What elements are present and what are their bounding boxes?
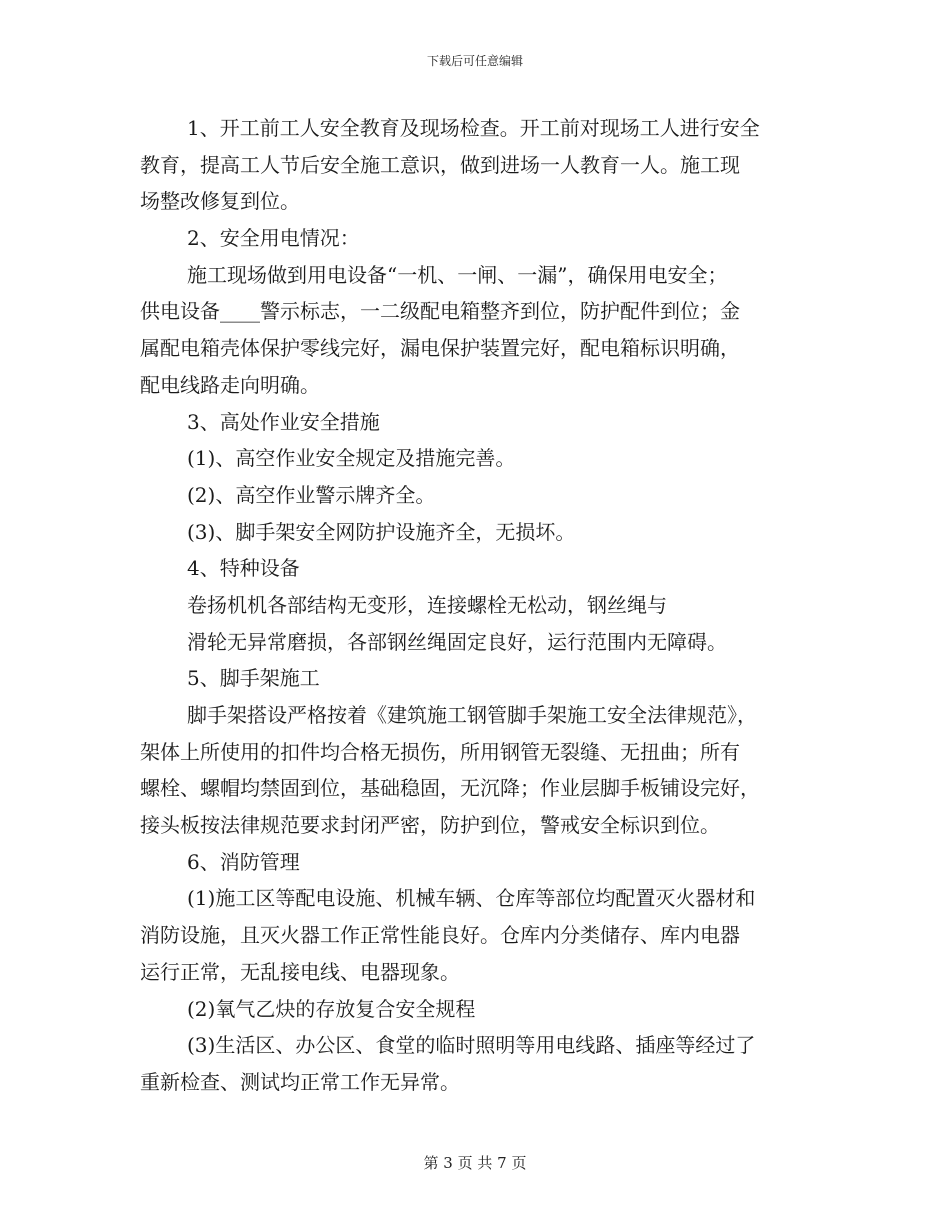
section-5-line-1: 脚手架搭设严格按着《建筑施工钢管脚手架施工安全法律规范》， [187,703,757,727]
item-1-line-3: 场整改修复到位。 [140,189,300,214]
section-6-item-3-line-2: 重新检查、测试均正常工作无异常。 [140,1069,460,1094]
section-6-heading: 6、消防管理 [187,849,300,874]
section-4-line-2: 滑轮无异常磨损，各部钢丝绳固定良好，运行范围内无障碍。 [187,629,727,654]
section-4-heading: 4、特种设备 [187,556,300,581]
section-2-line-4: 配电线路走向明确。 [140,372,320,397]
section-2-line-3: 属配电箱壳体保护零线完好，漏电保护装置完好，配电箱标识明确， [140,336,740,361]
section-4-line-1: 卷扬机机各部结构无变形，连接螺栓无松动，钢丝绳与 [187,592,667,617]
section-2-line-1: 施工现场做到用电设备“一机、一闸、一漏”，确保用电安全； [187,262,728,287]
section-2-line-2: 供电设备____警示标志，一二级配电箱整齐到位，防护配件到位；金 [140,299,740,324]
item-1-line-1: 1、开工前工人安全教育及现场检查。开工前对现场工人进行安全 [187,116,760,140]
section-6-item-1-line-1: (1)施工区等配电设施、机械车辆、仓库等部位均配置灭火器材和 [187,886,756,911]
section-6-item-1-line-2: 消防设施，且灭火器工作正常性能良好。仓库内分类储存、库内电器 [140,923,740,948]
section-3-heading: 3、高处作业安全措施 [187,409,380,434]
item-1-line-2: 教育，提高工人节后安全施工意识，做到进场一人教育一人。施工现 [140,152,740,177]
section-3-item-3: (3)、脚手架安全网防护设施齐全，无损坏。 [187,519,576,544]
section-3-item-1: (1)、高空作业安全规定及措施完善。 [187,446,516,471]
section-5-line-4: 接头板按法律规范要求封闭严密，防护到位，警戒安全标识到位。 [140,813,720,838]
page-footer: 第 3 页 共 7 页 [423,1154,527,1172]
section-3-item-2: (2)、高空作业警示牌齐全。 [187,482,436,507]
section-5-heading: 5、脚手架施工 [187,666,320,691]
document-body [140,110,820,1101]
section-6-item-3-line-1: (3)生活区、办公区、食堂的临时照明等用电线路、插座等经过了 [187,1033,756,1058]
section-6-item-2: (2)氧气乙炔的存放复合安全规程 [187,996,476,1021]
page-header: 下载后可任意编辑 [426,54,523,68]
section-6-item-1-line-3: 运行正常，无乱接电线、电器现象。 [140,959,460,984]
section-5-line-3: 螺栓、螺帽均禁固到位，基础稳固，无沉降；作业层脚手板铺设完好， [140,776,760,801]
section-2-heading: 2、安全用电情况： [187,226,360,251]
section-5-line-2: 架体上所使用的扣件均合格无损伤，所用钢管无裂缝、无扭曲；所有 [140,739,740,764]
